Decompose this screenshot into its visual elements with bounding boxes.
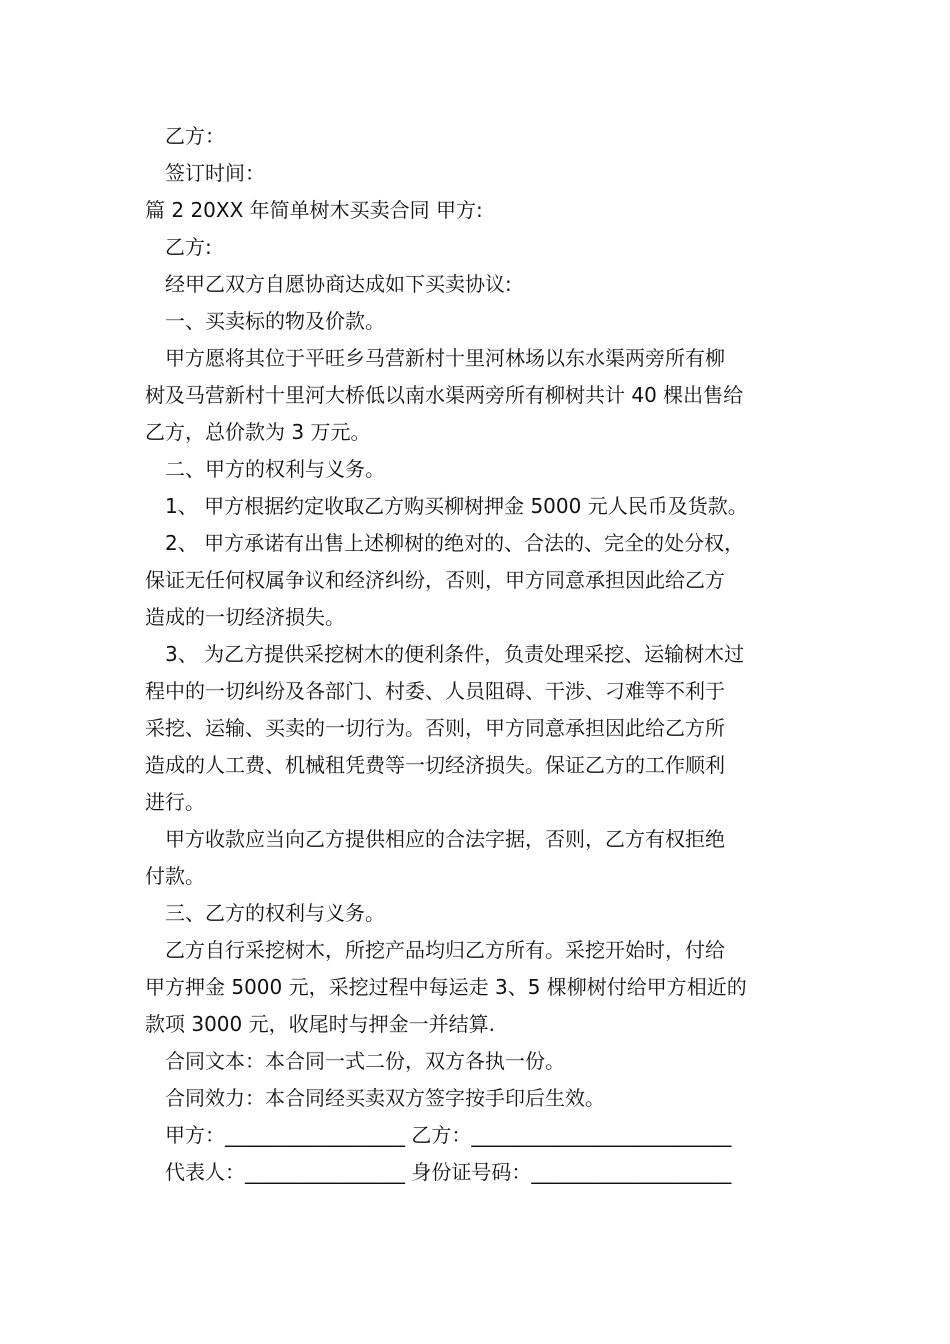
document-line: 造成的人工费、机械租凭费等一切经济损失。保证乙方的工作顺利 [145, 753, 725, 777]
document-line: 签订时间： [165, 161, 265, 185]
document-line: 甲方收款应当向乙方提供相应的合法字据，否则，乙方有权拒绝 [165, 827, 725, 851]
document-line: 乙方，总价款为 3 万元。 [145, 420, 371, 444]
document-body [145, 118, 807, 1191]
document-line: 经甲乙双方自愿协商达成如下买卖协议: [165, 272, 512, 296]
document-line: 款项 3000 元，收尾时与押金一并结算. [145, 1012, 495, 1036]
document-line: 造成的一切经济损失。 [145, 605, 345, 629]
document-line: 采挖、运输、买卖的一切行为。否则，甲方同意承担因此给乙方所 [145, 716, 725, 740]
document-line: 2、 甲方承诺有出售上述柳树的绝对的、合法的、完全的处分权， [165, 531, 745, 555]
document-line: 合同效力：本合同经买卖双方签字按手印后生效。 [165, 1086, 605, 1110]
document-line: 乙方： [165, 124, 225, 148]
document-line: 三、乙方的权利与义务。 [165, 901, 385, 925]
document-line: 1、 甲方根据约定收取乙方购买柳树押金 5000 元人民币及货款。 [165, 494, 748, 518]
document-line: 一、买卖标的物及价款。 [165, 309, 385, 333]
document-line: 保证无任何权属争议和经济纠纷，否则，甲方同意承担因此给乙方 [145, 568, 725, 592]
document-line: 程中的一切纠纷及各部门、村委、人员阻碍、干涉、刁难等不利于 [145, 679, 725, 703]
document-line: 代表人：________________ 身份证号码：____________________ [165, 1160, 732, 1184]
document-line: 树及马营新村十里河大桥低以南水渠两旁所有柳树共计 40 棵出售给 [145, 383, 744, 407]
document-line: 乙方: [165, 235, 212, 259]
document-line: 乙方自行采挖树木，所挖产品均归乙方所有。采挖开始时，付给 [165, 938, 725, 962]
document-line: 甲方押金 5000 元，采挖过程中每运走 3、5 棵柳树付给甲方相近的 [145, 975, 747, 999]
document-line: 3、 为乙方提供采挖树木的便利条件，负责处理采挖、运输树木过 [165, 642, 745, 666]
document-line: 二、甲方的权利与义务。 [165, 457, 385, 481]
document-line: 甲方愿将其位于平旺乡马营新村十里河林场以东水渠两旁所有柳 [165, 346, 725, 370]
document-line: 进行。 [145, 790, 205, 814]
document-line: 篇 2 20XX 年简单树木买卖合同 甲方: [145, 198, 483, 222]
document-line: 付款。 [145, 864, 205, 888]
document-line: 合同文本：本合同一式二份，双方各执一份。 [165, 1049, 565, 1073]
document-line: 甲方：__________________ 乙方：__________________________ [165, 1123, 732, 1147]
